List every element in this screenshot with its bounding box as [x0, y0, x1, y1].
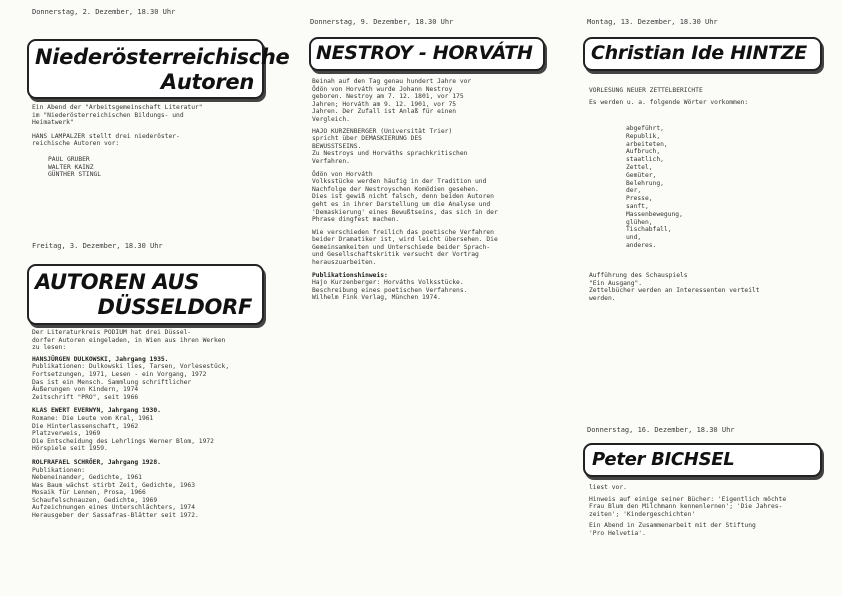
event-description — [32, 329, 272, 520]
text-line: liest vor. — [589, 484, 627, 491]
text-line: "Ein Ausgang". — [589, 279, 643, 287]
list-item: arbeiteten, — [626, 140, 668, 148]
text-line: Nebeneinander, Gedichte, 1961 — [32, 474, 142, 482]
text-line: werden. — [589, 294, 616, 302]
text-line: HAJO KURZENBERGER (Universität Trier) — [312, 127, 453, 135]
text-line: Das ist ein Mensch. Sammlung schriftlicher — [32, 378, 192, 386]
author-heading: ROLFRAFAEL SCHRÖER, Jahrgang 1928. — [32, 458, 161, 466]
event-description — [589, 87, 819, 106]
event-title-box — [27, 264, 264, 325]
text-line: Aufzeichnungen eines Unterschlächters, 1974 — [32, 504, 196, 512]
text-line: und Gesellschaftskritik versucht der Vortrag — [312, 251, 479, 259]
list-item: Presse, — [626, 195, 653, 203]
event-title: Autoren — [160, 70, 254, 94]
text-line: Jahren; Horváth am 9. 12. 1901, vor 75 — [312, 100, 457, 108]
event-date: Montag, 13. Dezember, 18.30 Uhr — [587, 18, 718, 26]
event-description — [589, 272, 819, 302]
list-item: Republik, — [626, 132, 661, 140]
event-title: AUTOREN AUS — [35, 270, 200, 294]
event-title-box — [583, 443, 822, 477]
text-line: Verfahren. — [312, 157, 350, 165]
list-item: anderes. — [626, 241, 657, 249]
text-line: Der Literaturkreis PODIUM hat drei Düssel- — [32, 329, 192, 336]
text-line: Jahren. Der Zufall ist Anlaß für einen — [312, 108, 457, 116]
text-line: HANS LAMPALZER stellt drei niederöster- — [32, 132, 180, 140]
text-line: reichische Autoren vor: — [32, 140, 120, 148]
text-line: BEWUSSTSEINS. — [312, 142, 362, 150]
text-line: beider Dramatiker ist, wird leicht übersehen. Die — [312, 236, 498, 244]
text-line: Mosaik für Lennen, Prosa, 1966 — [32, 489, 146, 497]
list-item: und, — [626, 234, 642, 242]
text-line: zu lesen: — [32, 344, 67, 352]
text-line: Hörspiele seit 1959. — [32, 445, 108, 453]
text-line: Phrase dingfest machen. — [312, 216, 400, 224]
event-title: NESTROY - HORVÁTH — [316, 42, 533, 64]
event-title-box — [309, 37, 545, 71]
text-line: Frau Blum den Milchmann kennenlernen'; 'Die Jahres- — [589, 503, 783, 511]
event-description — [312, 78, 527, 302]
list-item: Gemüter, — [626, 171, 657, 179]
text-line: Hinweis auf einige seiner Bücher: 'Eigentlich möchte — [589, 495, 787, 503]
text-line: Ein Abend der "Arbeitsgemeinschaft Literatur" — [32, 104, 203, 111]
text-line: Hajo Kurzenberger: Horváths Volksstücke. — [312, 279, 464, 287]
list-item: Belehrung, — [626, 179, 664, 187]
text-line: Beinah auf den Tag genau hundert Jahre vor — [312, 78, 472, 85]
text-line: Die Hinterlassenschaft, 1962 — [32, 422, 139, 430]
text-line: Nachfolge der Nestroyschen Komödien gesehen. — [312, 185, 479, 193]
text-line: 'Pro Helvetia'. — [589, 529, 646, 537]
text-line: Die Entscheidung des Lehrlings Werner Blom, 1972 — [32, 437, 214, 445]
text-line: Es werden u. a. folgende Wörter vorkommen: — [589, 98, 749, 106]
list-item: Aufbruch, — [626, 148, 661, 156]
author-name: PAUL GRUBER — [48, 155, 90, 163]
event-title: DÜSSELDORF — [97, 295, 252, 319]
text-line: Was Baum wächst stirbt Zeit, Gedichte, 1963 — [32, 481, 196, 489]
text-line: dorfer Autoren eingeladen, in Wien aus ihren Werken — [32, 336, 226, 344]
event-description — [589, 484, 819, 538]
event-date: Donnerstag, 16. Dezember, 18.30 Uhr — [587, 426, 735, 434]
event-date: Donnerstag, 2. Dezember, 18.30 Uhr — [32, 8, 176, 16]
author-heading: HANSJÜRGEN DULKOWSKI, Jahrgang 1935. — [32, 355, 169, 363]
text-line: Publikationshinweis: — [312, 271, 388, 279]
event-title: Niederösterreichische — [35, 45, 290, 69]
text-line: Gemeinsamkeiten und Unterschiede beider Sprach- — [312, 243, 491, 251]
text-line: Wilhelm Fink Verlag, München 1974. — [312, 294, 441, 302]
list-item: der, — [626, 187, 642, 195]
text-line: spricht über DEMASKIERUNG DES — [312, 135, 422, 143]
text-line: Zettelbücher werden an Interessenten verteilt — [589, 287, 760, 295]
text-line: Fortsetzungen, 1971, Lesen - ein Vorgang, 1972 — [32, 370, 207, 378]
text-line: Schaufelschnauzen, Gedichte, 1969 — [32, 496, 158, 504]
text-line: Äußerungen von Kindern, 1974 — [32, 386, 139, 394]
event-date: Donnerstag, 9. Dezember, 18.30 Uhr — [310, 18, 454, 26]
text-line: geboren. Nestroy am 7. 12. 1801, vor 175 — [312, 93, 464, 101]
author-name: GÜNTHER STINGL — [48, 171, 102, 179]
list-item: abgeführt, — [626, 125, 664, 132]
text-line: herauszuarbeiten. — [312, 259, 377, 267]
author-name: WALTER KAINZ — [48, 163, 94, 171]
text-line: Beschreibung eines poetischen Verfahrens. — [312, 286, 468, 294]
event-title: Christian Ide HINTZE — [591, 42, 807, 64]
text-line: Platzverweis, 1969 — [32, 430, 101, 438]
event-title-box — [27, 39, 290, 99]
text-line: Ein Abend in Zusammenarbeit mit der Stiftung — [589, 522, 756, 530]
word-list — [626, 125, 683, 250]
text-line: Publikationen: Dulkowski lies, Tarsen, Vorlesestück, — [32, 363, 230, 371]
list-item: Massenbewegung, — [626, 210, 683, 218]
author-heading: KLAS EWERT EVERWYN, Jahrgang 1930. — [32, 407, 161, 415]
text-line: Zu Nestroys und Horváths sprachkritischen — [312, 150, 468, 158]
text-line: im "Niederösterreichischen Bildungs- und — [32, 111, 184, 119]
text-line: Volksstücke werden häufig in der Tradition und — [312, 178, 487, 186]
event-title-box — [583, 37, 822, 71]
text-line: Romane: Die Leute vom Kral, 1961 — [32, 414, 154, 422]
text-line: Vergleich. — [312, 115, 350, 123]
text-line: geht es in ihrer Darstellung um die Analyse und — [312, 200, 491, 208]
list-item: staatlich, — [626, 156, 664, 164]
text-line: Heimatwerk" — [32, 119, 74, 127]
text-line: Wie verschieden freilich das poetische Verfahren — [312, 228, 494, 236]
text-line: Dies ist gewiß nicht falsch, denn beiden Autoren — [312, 193, 494, 201]
list-item: glühen, — [626, 218, 653, 226]
text-line: Herausgeber der Sassafras-Blätter seit 1972. — [32, 512, 199, 520]
text-line: Aufführung des Schauspiels — [589, 272, 688, 279]
event-date: Freitag, 3. Dezember, 18.30 Uhr — [32, 242, 163, 250]
text-line: Publikationen: — [32, 466, 86, 474]
text-line: Zeitschrift "PRO", seit 1966 — [32, 393, 139, 401]
event-subtitle: VORLESUNG NEUER ZETTELBERICHTE — [589, 87, 703, 94]
text-line: Ödön von Horváth wurde Johann Nestroy — [312, 85, 453, 93]
list-item: Tischabfall, — [626, 226, 672, 234]
text-line: zeiten'; 'Kindergeschichten' — [589, 510, 696, 518]
list-item: sanft, — [626, 202, 649, 210]
event-description — [32, 104, 262, 179]
text-line: Ödön von Horváth — [312, 170, 373, 178]
list-item: Zettel, — [626, 163, 653, 171]
text-line: 'Demaskierung' eines Bewußtseins, das sich in der — [312, 208, 498, 216]
event-title: Peter BICHSEL — [592, 449, 735, 470]
